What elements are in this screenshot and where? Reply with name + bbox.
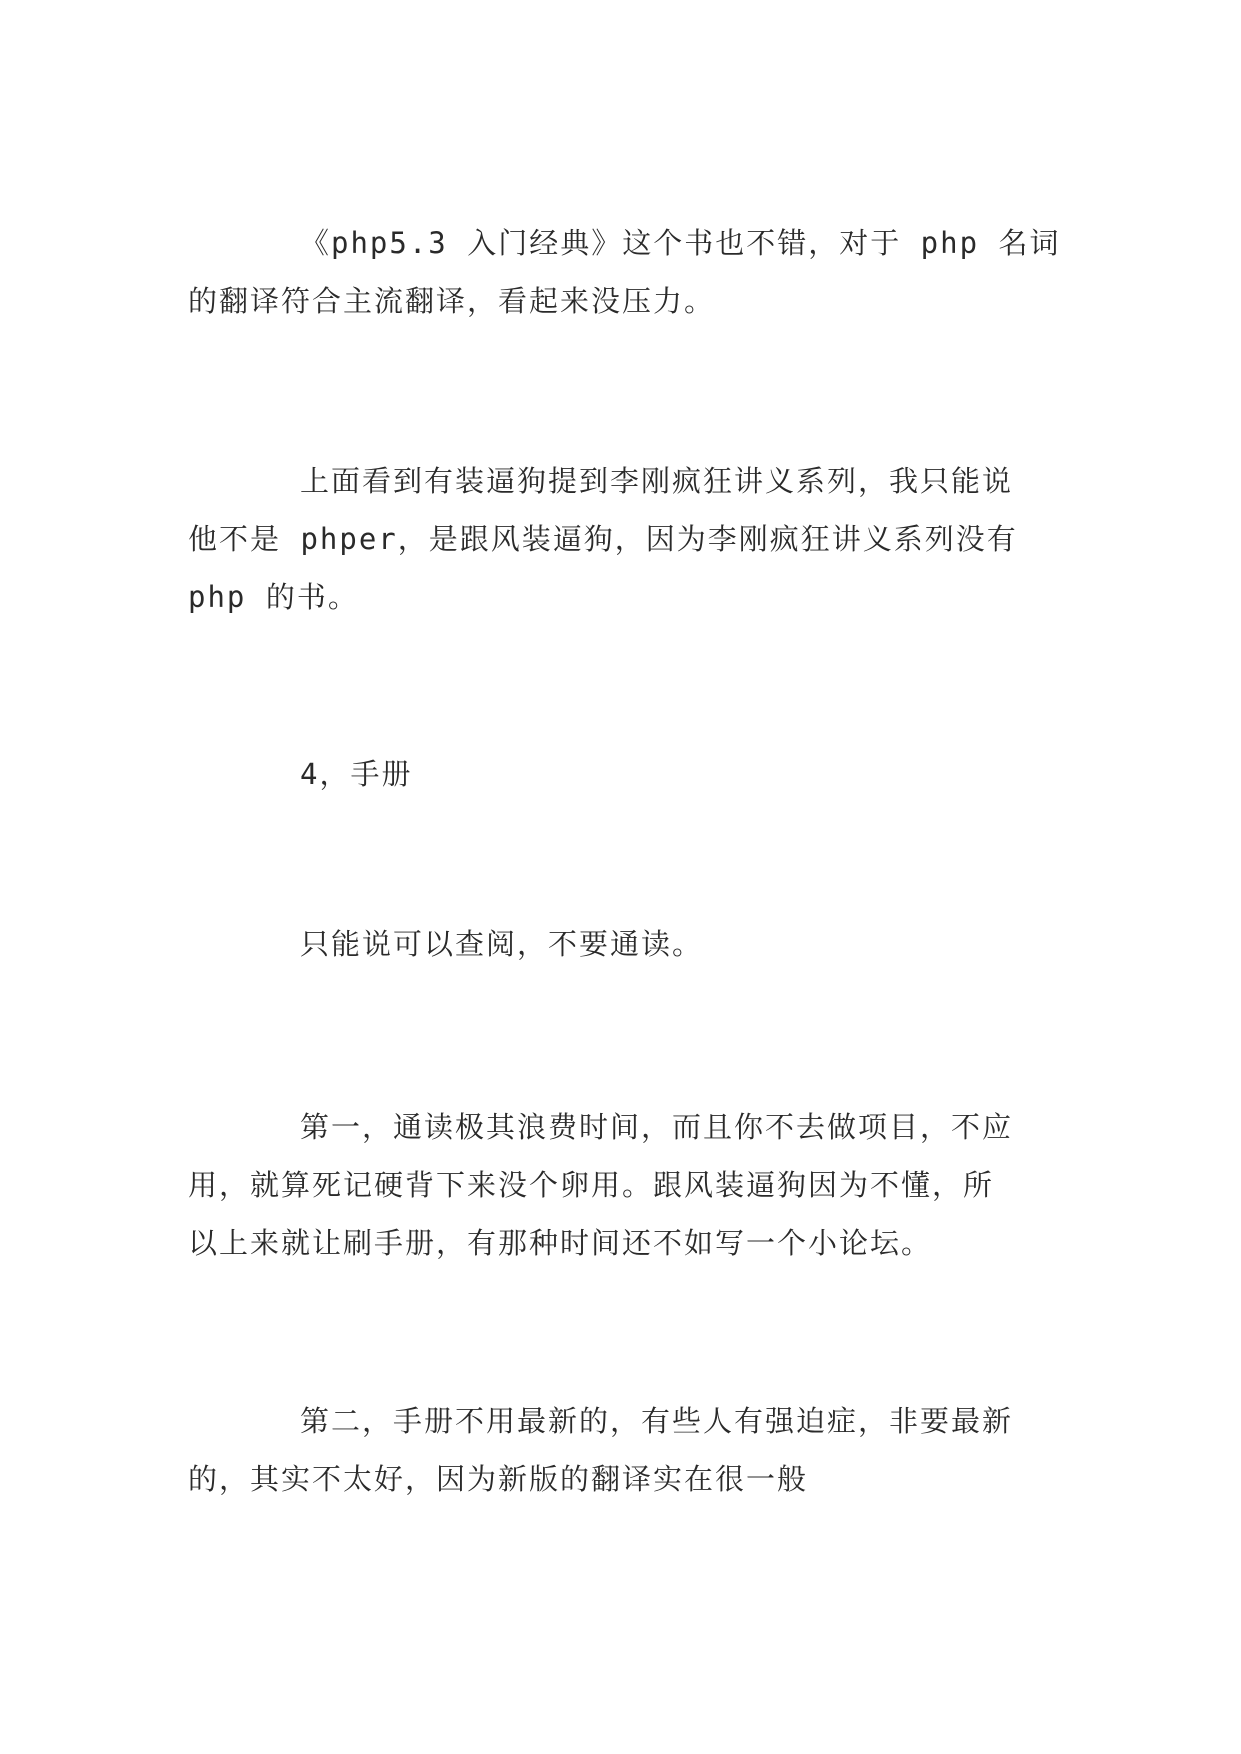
paragraph-line: 他不是 phper，是跟风装逼狗，因为李刚疯狂讲义系列没有 (188, 522, 1018, 556)
paragraph-line: 的，其实不太好，因为新版的翻译实在很一般 (188, 1462, 809, 1496)
paragraph-line: 上面看到有装逼狗提到李刚疯狂讲义系列，我只能说 (300, 464, 1014, 498)
paragraph-line: 以上来就让刷手册，有那种时间还不如写一个小论坛。 (188, 1226, 933, 1260)
paragraph-line: php 的书。 (188, 580, 359, 614)
paragraph-line: 只能说可以查阅，不要通读。 (300, 927, 704, 961)
paragraph-line: 第二，手册不用最新的，有些人有强迫症，非要最新 (300, 1404, 1014, 1438)
paragraph-point-two (188, 1392, 1068, 1508)
section-heading-manual (188, 745, 1068, 803)
paragraph-line: 4，手册 (300, 757, 413, 791)
paragraph-point-one (188, 1098, 1068, 1272)
paragraph-manual-lookup (188, 915, 1068, 973)
paragraph-php-book (188, 214, 1068, 330)
paragraph-line: 的翻译符合主流翻译，看起来没压力。 (188, 284, 716, 318)
paragraph-lgang-series (188, 452, 1068, 626)
paragraph-line: 第一，通读极其浪费时间，而且你不去做项目，不应 (300, 1110, 1014, 1144)
paragraph-line: 《php5.3 入门经典》这个书也不错，对于 php 名词 (300, 226, 1061, 260)
paragraph-line: 用，就算死记硬背下来没个卵用。跟风装逼狗因为不懂，所 (188, 1168, 995, 1202)
